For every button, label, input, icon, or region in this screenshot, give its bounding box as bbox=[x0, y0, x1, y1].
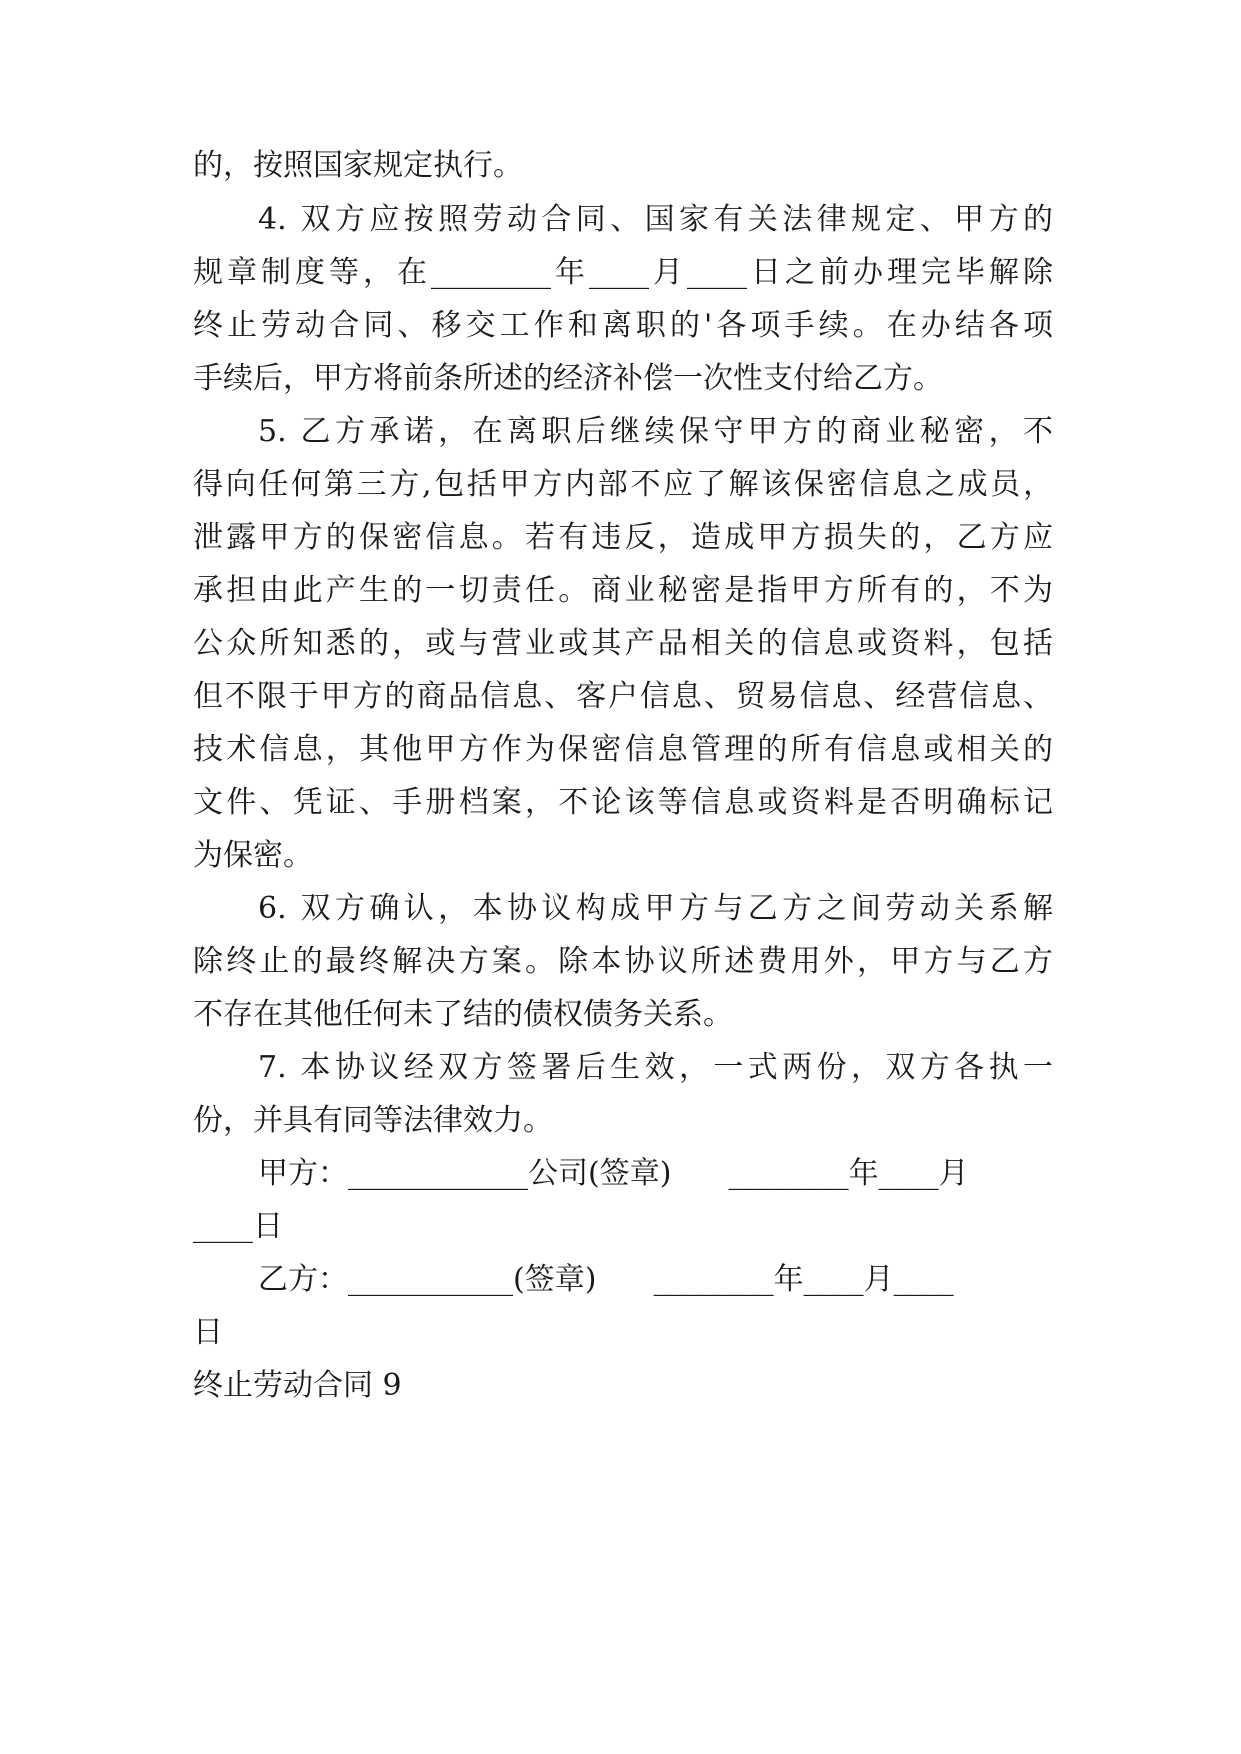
paragraph-4-line: 4. 双方应按照劳动合同、国家有关法律规定、甲方的 bbox=[258, 202, 1053, 237]
text-line: 但不限于甲方的商品信息、客户信息、贸易信息、经营信息、 bbox=[193, 679, 1053, 714]
paragraph-7-line: 7. 本协议经双方签署后生效，一式两份，双方各执一 bbox=[258, 1050, 1053, 1085]
paragraph-6-line: 6. 双方确认，本协议构成甲方与乙方之间劳动关系解 bbox=[258, 891, 1053, 926]
text-line: 规章制度等，在________年____月____日之前办理完毕解除 bbox=[193, 255, 1053, 290]
section-heading: 终止劳动合同 9 bbox=[193, 1368, 402, 1403]
text-line: 终止劳动合同、移交工作和离职的'各项手续。在办结各项 bbox=[193, 308, 1053, 343]
text-line: 得向任何第三方,包括甲方内部不应了解该保密信息之成员， bbox=[193, 467, 1053, 502]
text-line: 为保密。 bbox=[193, 838, 313, 873]
text-line: 公众所知悉的，或与营业或其产品相关的信息或资料，包括 bbox=[193, 626, 1053, 661]
text-line: 泄露甲方的保密信息。若有违反，造成甲方损失的，乙方应 bbox=[193, 520, 1053, 555]
text-line: 技术信息，其他甲方作为保密信息管理的所有信息或相关的 bbox=[193, 732, 1053, 767]
party-b-signature-line: 乙方：___________(签章) ________年____月____ bbox=[258, 1262, 954, 1297]
text-line: 份，并具有同等法律效力。 bbox=[193, 1103, 553, 1138]
party-b-date-line: 日 bbox=[193, 1315, 223, 1350]
text-line: 的，按照国家规定执行。 bbox=[193, 148, 523, 183]
text-line: 手续后，甲方将前条所述的经济补偿一次性支付给乙方。 bbox=[193, 361, 943, 396]
party-a-date-line: ____日 bbox=[193, 1209, 283, 1244]
text-line: 文件、凭证、手册档案，不论该等信息或资料是否明确标记 bbox=[193, 785, 1053, 820]
text-line: 除终止的最终解决方案。除本协议所述费用外，甲方与乙方 bbox=[193, 944, 1053, 979]
text-line: 承担由此产生的一切责任。商业秘密是指甲方所有的，不为 bbox=[193, 573, 1053, 608]
paragraph-5-line: 5. 乙方承诺，在离职后继续保守甲方的商业秘密，不 bbox=[258, 414, 1053, 449]
party-a-signature-line: 甲方：____________公司(签章) ________年____月 bbox=[258, 1156, 969, 1191]
text-line: 不存在其他任何未了结的债权债务关系。 bbox=[193, 997, 733, 1032]
